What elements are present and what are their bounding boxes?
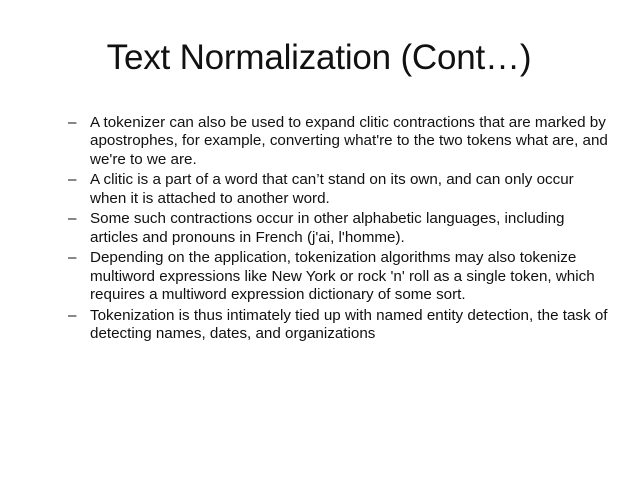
bullet-text: A tokenizer can also be used to expand clitic contractions that are marked by apostrophes, for example, converting what're to the two tokens what are, and we're to we are. [90,114,608,168]
bullet-item [68,307,608,344]
bullet-text: Tokenization is thus intimately tied up with named entity detection, the task of detecting names, dates, and organizations [90,306,608,342]
bullet-item [68,210,608,247]
bullet-text: Depending on the application, tokenization algorithms may also tokenize multiword expressions like New York or rock 'n' roll as a single token, which requires a multiword expression dictionary of some sort. [90,249,595,303]
bullet-list [68,114,608,346]
bullet-dash: – [68,171,77,189]
bullet-text: Some such contractions occur in other alphabetic languages, including articles and pronouns in French (j'ai, l'homme). [90,210,565,246]
bullet-item [68,171,608,208]
bullet-item [68,249,608,304]
bullet-dash: – [68,210,77,228]
bullet-dash: – [68,249,77,267]
bullet-dash: – [68,306,77,324]
bullet-text: A clitic is a part of a word that can’t stand on its own, and can only occur when it is attached to another word. [90,171,574,207]
bullet-item [68,114,608,169]
bullet-dash: – [68,114,77,131]
slide-title: Text Normalization (Cont…) [106,38,532,77]
